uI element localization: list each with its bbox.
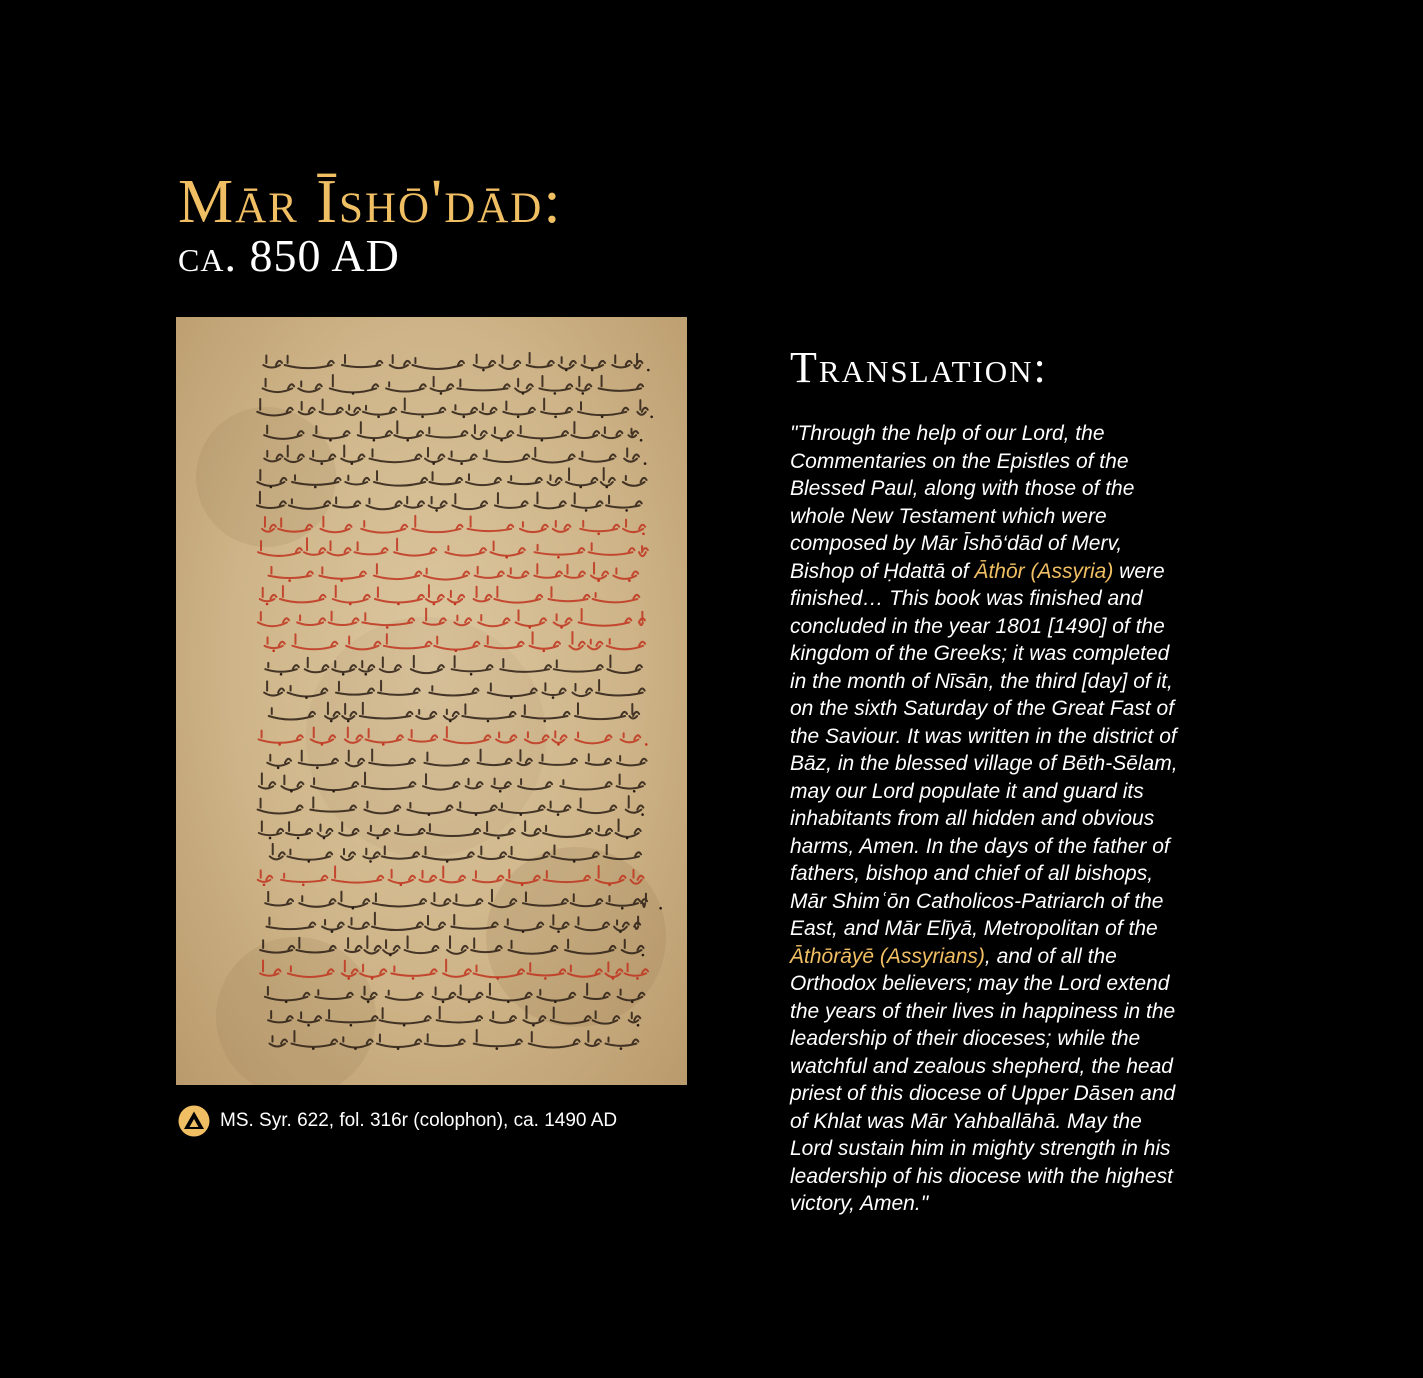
translation-line: [790, 695, 1230, 723]
translation-segment: the Saviour. It was written in the district of: [790, 724, 1177, 748]
translation-segment: East, and Mār Elīyā, Metropolitan of the: [790, 917, 1158, 940]
translation-line: [790, 805, 1230, 833]
translation-line: [790, 1053, 1230, 1081]
figure-caption: [178, 1106, 617, 1136]
translation-segment: fathers, bishop and chief of all bishops,: [790, 862, 1154, 885]
translation-line: [790, 998, 1230, 1026]
translation-heading: Translation:: [790, 343, 1048, 392]
translation-line: [790, 1025, 1230, 1053]
translation-segment: Mār Shimʿōn Catholicos-Patriarch of the: [790, 889, 1164, 913]
translation-segment: Bāz, in the blessed village of Bēth-Sēlam,: [790, 752, 1178, 775]
translation-segment: composed by Mār Īshō‘dād of Merv,: [790, 532, 1123, 555]
translation-line: [790, 448, 1230, 476]
translation-segment: harms, Amen. In the days of the father of: [790, 834, 1170, 858]
translation-line: [790, 943, 1230, 971]
translation-line: [790, 860, 1230, 888]
translation-line: [790, 475, 1230, 503]
translation-segment: leadership of his diocese with the highest: [790, 1164, 1173, 1188]
script-line: [263, 375, 643, 395]
script-line: [257, 398, 653, 418]
triangle-logo-icon: [178, 1105, 210, 1137]
script-line: [258, 538, 648, 558]
translation-line: [790, 888, 1230, 916]
translation-line: [790, 1080, 1230, 1108]
translation-line: [790, 1108, 1230, 1136]
script-line: [260, 585, 640, 605]
translation-line: [790, 1135, 1230, 1163]
translation-line: [790, 585, 1230, 613]
translation-segment: the years of their lives in happiness in the: [790, 999, 1176, 1023]
parchment-stain: [196, 407, 336, 547]
translation-segment: whole New Testament which were: [790, 504, 1107, 528]
translation-segment: , and of all the: [984, 944, 1117, 968]
highlighted-term: Āthōr (Assyria): [974, 559, 1114, 583]
translation-segment: inhabitants from all hidden and obvious: [790, 807, 1155, 830]
page-subtitle: ca. 850 AD: [178, 230, 400, 281]
translation-segment: on the sixth Saturday of the Great Fast of: [790, 697, 1175, 720]
translation-segment: Blessed Paul, along with those of the: [790, 477, 1135, 500]
translation-segment: were: [1113, 559, 1165, 583]
translation-segment: kingdom of the Greeks; it was completed: [790, 642, 1170, 665]
translation-line: [790, 778, 1230, 806]
translation-line: [790, 640, 1230, 668]
translation-line: [790, 833, 1230, 861]
parchment-stain: [216, 937, 376, 1085]
translation-line: [790, 420, 1230, 448]
translation-line: [790, 915, 1230, 943]
translation-segment: Commentaries on the Epistles of the: [790, 449, 1129, 473]
highlighted-term: Āthōrāyē (Assyrians): [790, 944, 985, 968]
translation-line: [790, 503, 1230, 531]
page-title: Mār Īshō'dād:: [178, 168, 563, 236]
syriac-script-lines: [176, 317, 687, 1085]
translation-line: [790, 613, 1230, 641]
translation-segment: of Khlat was Mār Yahballāhā. May the: [790, 1109, 1142, 1133]
script-line: [263, 353, 649, 371]
translation-line: [790, 558, 1230, 586]
translation-line: [790, 668, 1230, 696]
translation-segment: "Through the help of our Lord, the: [790, 422, 1105, 445]
parchment-stain: [306, 617, 546, 857]
translation-segment: Orthodox believers; may the Lord extend: [790, 972, 1170, 995]
script-line: [264, 421, 642, 441]
translation-segment: may our Lord populate it and guard its: [790, 779, 1144, 803]
translation-line: [790, 723, 1230, 751]
translation-segment: leadership of their dioceses; while the: [790, 1027, 1141, 1050]
translation-segment: priest of this diocese of Upper Dāsen and: [790, 1082, 1176, 1105]
translation-segment: Bishop of Ḥdattā of: [790, 559, 975, 583]
translation-text: [790, 420, 1230, 1218]
manuscript-image: [176, 317, 687, 1085]
translation-line: [790, 750, 1230, 778]
translation-line: [790, 1190, 1230, 1218]
caption-text: MS. Syr. 622, fol. 316r (colophon), ca. 1490 AD: [220, 1110, 618, 1131]
translation-line: [790, 1163, 1230, 1191]
translation-line: [790, 530, 1230, 558]
translation-segment: in the month of Nīsān, the third [day] of it,: [790, 669, 1173, 693]
translation-segment: concluded in the year 1801 [1490] of the: [790, 614, 1165, 638]
script-line: [268, 563, 638, 582]
translation-line: [790, 970, 1230, 998]
translation-segment: watchful and zealous shepherd, the head: [790, 1054, 1173, 1078]
translation-segment: finished… This book was finished and: [790, 587, 1143, 610]
translation-segment: Lord sustain him in mighty strength in his: [790, 1137, 1171, 1160]
translation-segment: victory, Amen.": [790, 1192, 929, 1215]
